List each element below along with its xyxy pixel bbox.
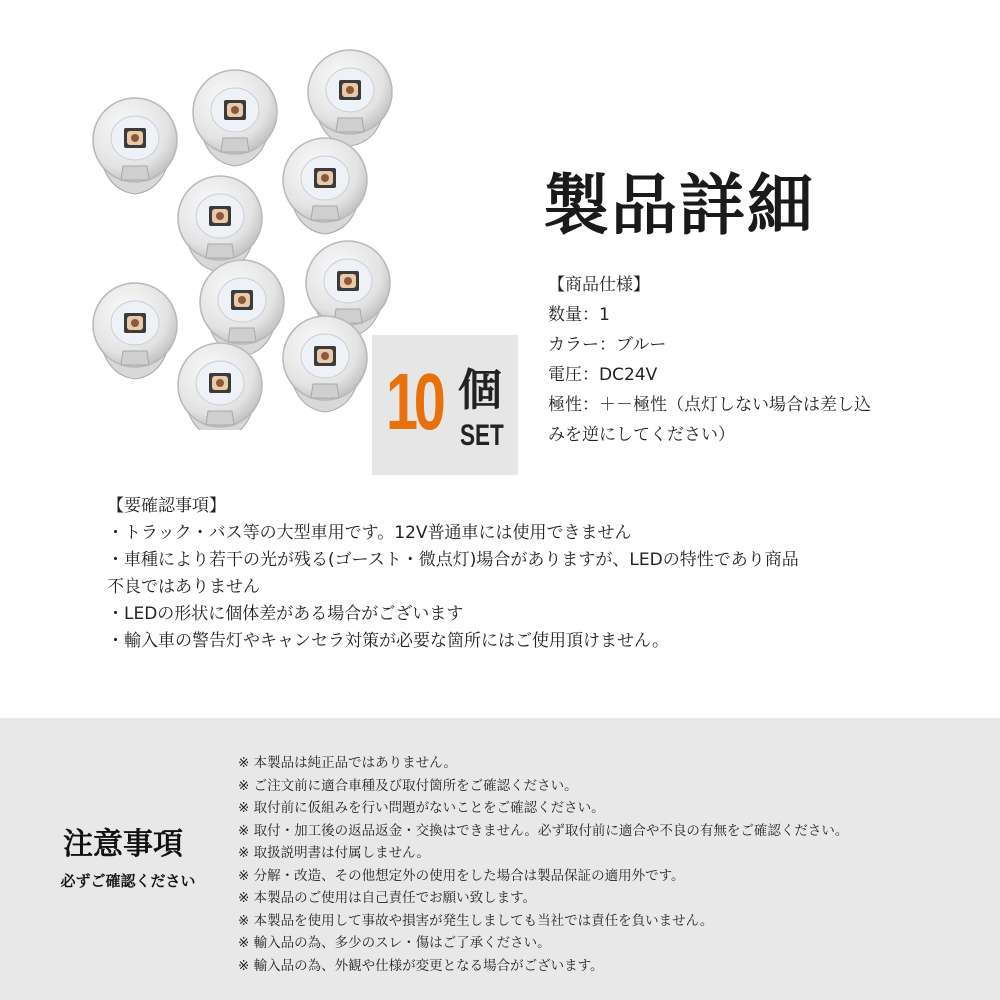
caution-item: ※ 取扱説明書は付属しません。 — [238, 845, 430, 861]
spec-line: みを逆にしてください） — [548, 425, 735, 445]
caution-item: ※ ご注文前に適合車種及び取付箇所をご確認ください。 — [238, 777, 578, 794]
badge-set-label: SET — [460, 419, 504, 452]
spec-line: カラー：ブルー — [548, 335, 667, 355]
spec-line: 極性：＋－極性（点灯しない場合は差し込 — [548, 395, 871, 415]
notes-line: ・LEDの形状に個体差がある場合がございます — [107, 604, 464, 624]
notes-line: 不良ではありません — [107, 577, 260, 597]
set-count-badge — [372, 335, 518, 475]
caution-item: ※ 取付前に仮組みを行い問題がないことをご確認ください。 — [238, 800, 605, 816]
led-bulb — [200, 260, 284, 356]
caution-item: ※ 分解・改造、その他想定外の使用をした場合は製品保証の適用外です。 — [238, 867, 685, 884]
notes-line: ・車種により若干の光が残る(ゴースト・微点灯)場合がありますが、LEDの特性であり商品 — [107, 550, 799, 570]
notes-line: ・輸入車の警告灯やキャンセラ対策が必要な箇所にはご使用頂けません。 — [107, 631, 670, 651]
led-bulb — [93, 283, 177, 379]
caution-item: ※ 本製品は純正品ではありません。 — [238, 755, 457, 771]
led-bulb — [283, 316, 367, 412]
caution-item: ※ 輸入品の為、外観や仕様が変更となる場合がございます。 — [238, 957, 604, 974]
spec-block — [548, 270, 968, 450]
caution-item: ※ 取付・加工後の返品返金・交換はできません。必ず取付前に適合や不良の有無をご確認ください。 — [238, 822, 849, 839]
led-bulb — [178, 176, 262, 272]
badge-count: 10 — [386, 357, 442, 446]
caution-list — [238, 752, 978, 977]
product-image — [80, 40, 400, 430]
led-bulb — [193, 70, 277, 166]
led-bulb — [308, 50, 392, 146]
caution-item: ※ 本製品を使用して事故や損害が発生しましても当社では責任を負いません。 — [238, 912, 714, 929]
spec-line: 数量：1 — [548, 305, 610, 325]
spec-line: 電圧：DC24V — [548, 365, 658, 385]
caution-subtitle: 必ずご確認ください — [60, 872, 196, 890]
caution-title: 注意事項 — [63, 827, 183, 862]
spec-header: 【商品仕様】 — [548, 275, 650, 295]
notes-block — [107, 493, 967, 655]
led-bulbs-illustration — [80, 40, 400, 430]
led-bulb — [93, 98, 177, 194]
badge-counter: 個 — [458, 365, 502, 416]
led-bulb — [178, 343, 262, 430]
notes-line: ・トラック・バス等の大型車用です。12V普通車には使用できません — [107, 523, 632, 543]
notes-header: 【要確認事項】 — [107, 496, 226, 516]
caution-item: ※ 輸入品の為、多少のスレ・傷はご了承ください。 — [238, 935, 551, 951]
caution-item: ※ 本製品のご使用は自己責任でお願い致します。 — [238, 890, 537, 906]
details-title: 製品詳細 — [543, 167, 815, 244]
led-bulb — [283, 138, 367, 234]
